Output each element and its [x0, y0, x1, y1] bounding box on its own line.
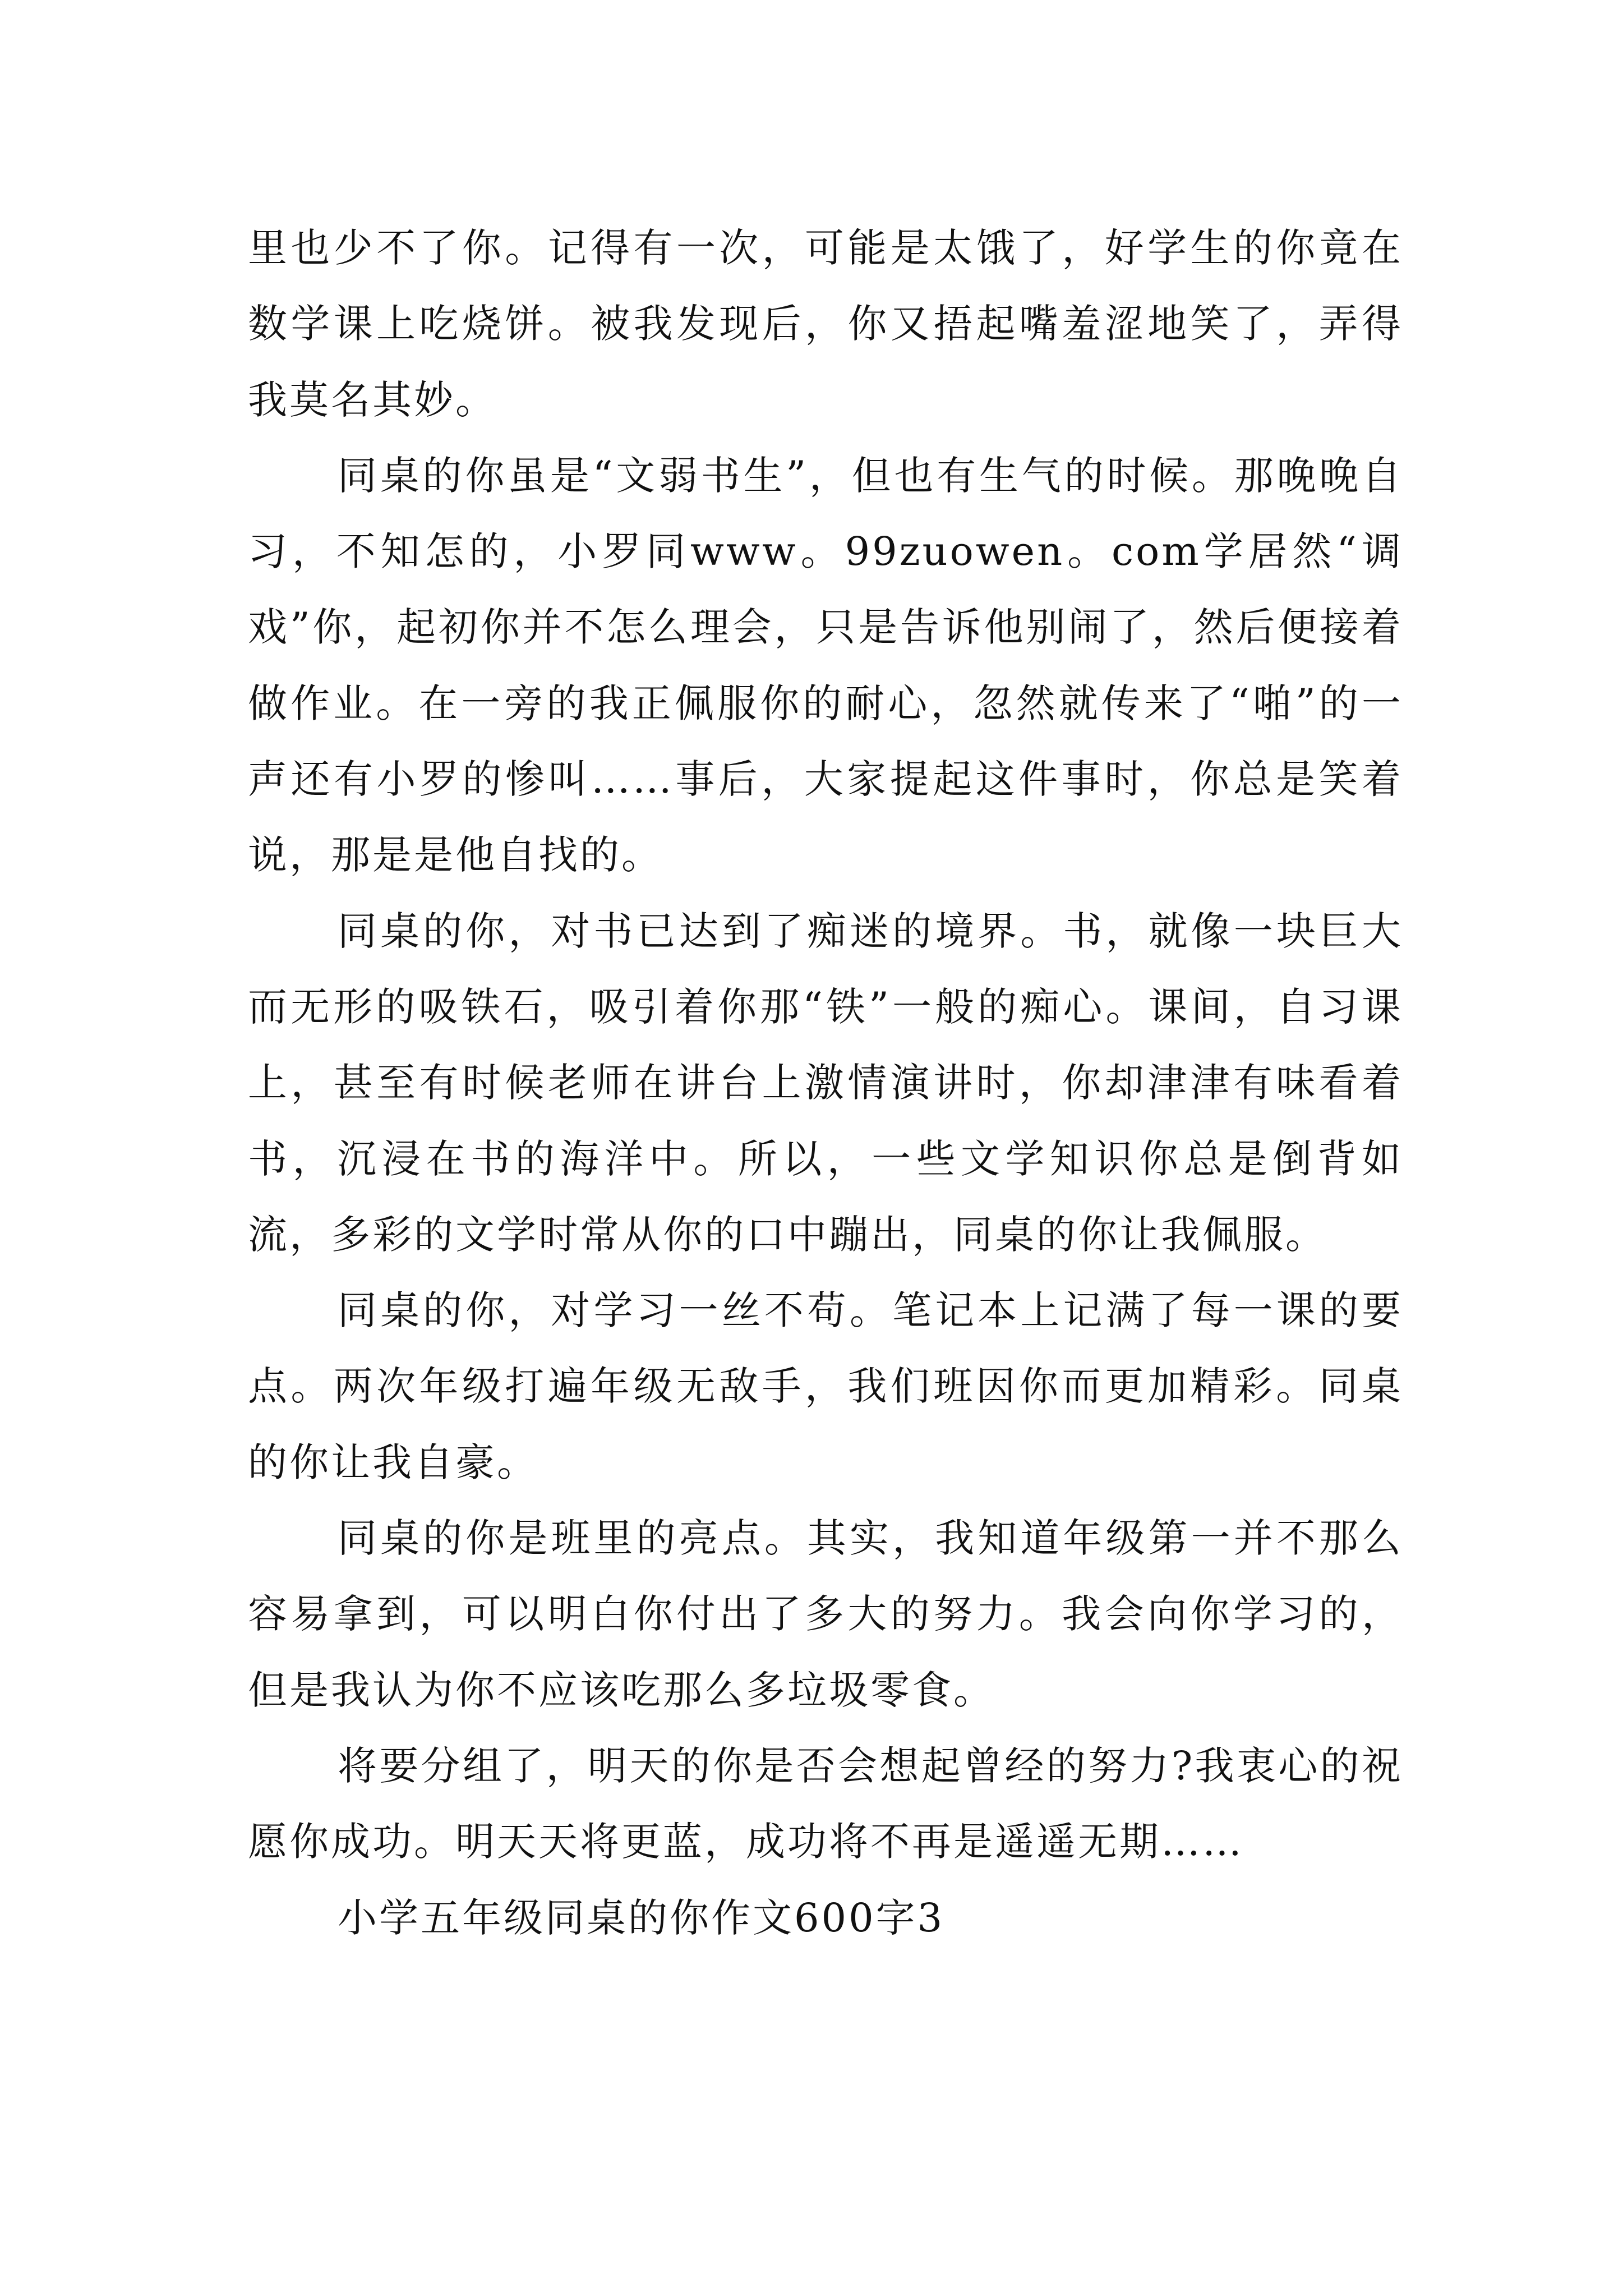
paragraph-study: 同桌的你，对学习一丝不苟。笔记本上记满了每一课的要点。两次年级打遍年级无敌手，我们班因你而更加精彩。同桌的你让我自豪。 [248, 1287, 1403, 1485]
section-heading: 小学五年级同桌的你作文600字3 [338, 1894, 945, 1941]
paragraph-book-lover: 同桌的你，对书已达到了痴迷的境界。书，就像一块巨大而无形的吸铁石，吸引着你那“铁”一般的痴心。课间，自习课上，甚至有时候老师在讲台上激情演讲时，你却津津有味看着书，沉浸在书的海洋中。所以，一些文学知识你总是倒背如流，多彩的文学时常从你的口中蹦出，同桌的你让我佩服。 [248, 908, 1403, 1258]
paragraph-highlight: 同桌的你是班里的亮点。其实，我知道年级第一并不那么容易拿到，可以明白你付出了多大的努力。我会向你学习的，但是我认为你不应该吃那么多垃圾零食。 [248, 1515, 1403, 1713]
paragraph-wishes: 将要分组了，明天的你是否会想起曾经的努力?我衷心的祝愿你成功。明天天将更蓝，成功将不再是遥遥无期…… [248, 1742, 1403, 1865]
paragraph-angry-story: 同桌的你虽是“文弱书生”，但也有生气的时候。那晚晚自习，不知怎的，小罗同www。99zuowen。com学居然“调戏”你，起初你并不怎么理会，只是告诉他别闹了，然后便接着做作业。在一旁的我正佩服你的耐心，忽然就传来了“啪”的一声还有小罗的惨叫……事后，大家提起这件事时，你总是笑着说，那是是他自找的。 [248, 452, 1403, 878]
document-body [248, 210, 1403, 1956]
paragraph-continuation: 里也少不了你。记得有一次，可能是太饿了，好学生的你竟在数学课上吃烧饼。被我发现后，你又捂起嘴羞涩地笑了，弄得我莫名其妙。 [248, 225, 1403, 423]
